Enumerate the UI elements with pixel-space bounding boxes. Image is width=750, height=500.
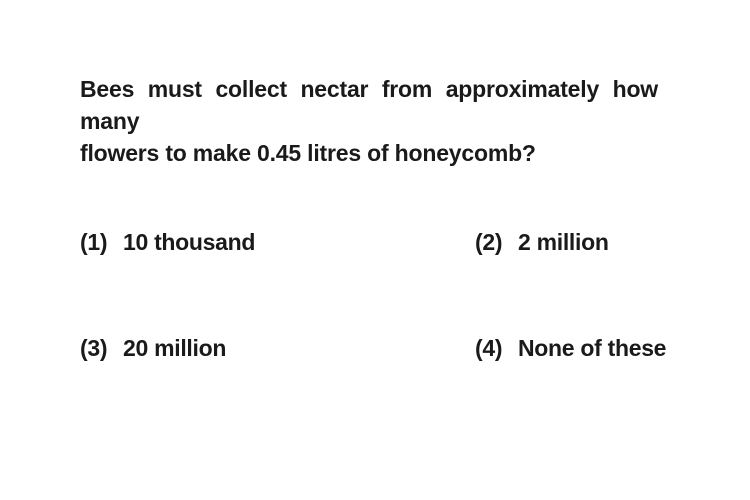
option-text: 10 thousand	[123, 229, 256, 255]
option-number: (2)	[475, 229, 503, 255]
option-4[interactable]	[475, 333, 666, 363]
option-2[interactable]	[475, 227, 609, 257]
question-text	[80, 73, 658, 169]
question-line-1: Bees must collect nectar from approximately how many	[80, 76, 658, 134]
option-text: 20 million	[123, 335, 227, 361]
option-number: (3)	[80, 335, 108, 361]
question-line-2: flowers to make 0.45 litres of honeycomb?	[80, 140, 536, 166]
option-text: None of these	[518, 335, 667, 361]
option-1[interactable]	[80, 227, 255, 257]
option-number: (1)	[80, 229, 108, 255]
option-3[interactable]	[80, 333, 226, 363]
option-number: (4)	[475, 335, 503, 361]
option-text: 2 million	[518, 229, 609, 255]
